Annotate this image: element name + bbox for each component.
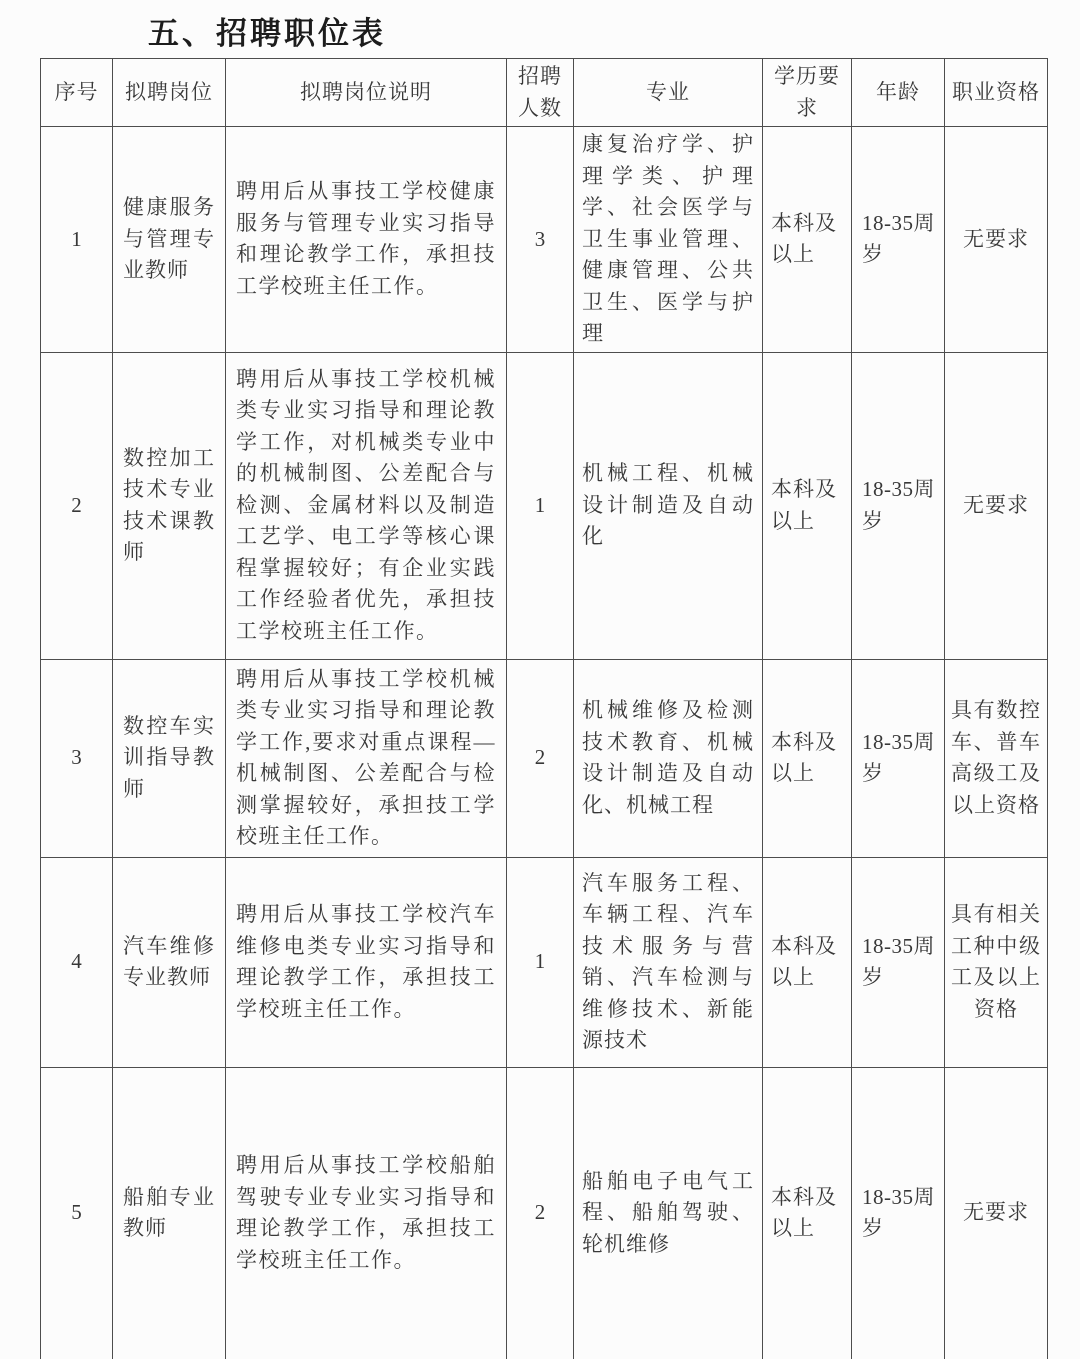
cell-major: 汽车服务工程、车辆工程、汽车技术服务与营销、汽车检测与维修技术、新能源技术 [574,857,763,1067]
table-row [41,857,1048,1067]
cell-count: 1 [507,857,574,1067]
cell-qualification: 无要求 [945,352,1048,659]
table-row [41,659,1048,857]
cell-position: 汽车维修专业教师 [113,857,226,1067]
header-cell-major: 专业 [574,59,763,127]
cell-age: 18-35周岁 [852,127,945,353]
cell-qualification: 具有数控车、普车高级工及以上资格 [945,659,1048,857]
cell-count: 1 [507,352,574,659]
header-cell-education: 学历要求 [763,59,852,127]
cell-major: 康复治疗学、护理学类、护理学、社会医学与卫生事业管理、健康管理、公共卫生、医学与护理 [574,127,763,353]
cell-age: 18-35周岁 [852,1067,945,1359]
cell-education: 本科及以上 [763,1067,852,1359]
cell-description: 聘用后从事技工学校机械类专业实习指导和理论教学工作，对机械类专业中的机械制图、公差配合与检测、金属材料以及制造工艺学、电工学等核心课程掌握较好；有企业实践工作经验者优先，承担技工学校班主任工作。 [226,352,507,659]
header-cell-no: 序号 [41,59,113,127]
cell-count: 3 [507,127,574,353]
page-title: 五、招聘职位表 [148,16,386,51]
cell-major: 船舶电子电气工程、船舶驾驶、轮机维修 [574,1067,763,1359]
cell-description: 聘用后从事技工学校汽车维修电类专业实习指导和理论教学工作，承担技工学校班主任工作。 [226,857,507,1067]
cell-major: 机械维修及检测技术教育、机械设计制造及自动化、机械工程 [574,659,763,857]
cell-qualification: 无要求 [945,127,1048,353]
table-row [41,1067,1048,1359]
cell-count: 2 [507,1067,574,1359]
cell-position: 船舶专业教师 [113,1067,226,1359]
table-row [41,127,1048,353]
cell-position: 数控车实训指导教师 [113,659,226,857]
cell-no: 4 [41,857,113,1067]
cell-count: 2 [507,659,574,857]
cell-no: 5 [41,1067,113,1359]
cell-description: 聘用后从事技工学校船舶驾驶专业专业实习指导和理论教学工作，承担技工学校班主任工作。 [226,1067,507,1359]
cell-position: 健康服务与管理专业教师 [113,127,226,353]
cell-description: 聘用后从事技工学校机械类专业实习指导和理论教学工作,要求对重点课程—机械制图、公差配合与检测掌握较好，承担技工学校班主任工作。 [226,659,507,857]
header-cell-description: 拟聘岗位说明 [226,59,507,127]
recruitment-table [40,58,1048,1359]
cell-education: 本科及以上 [763,857,852,1067]
table-row [41,352,1048,659]
cell-education: 本科及以上 [763,352,852,659]
cell-education: 本科及以上 [763,659,852,857]
cell-age: 18-35周岁 [852,857,945,1067]
cell-age: 18-35周岁 [852,352,945,659]
header-cell-count: 招聘人数 [507,59,574,127]
cell-education: 本科及以上 [763,127,852,353]
cell-major: 机械工程、机械设计制造及自动化 [574,352,763,659]
cell-qualification: 无要求 [945,1067,1048,1359]
cell-position: 数控加工技术专业技术课教师 [113,352,226,659]
cell-no: 3 [41,659,113,857]
cell-qualification: 具有相关工种中级工及以上资格 [945,857,1048,1067]
header-cell-qualification: 职业资格 [945,59,1048,127]
cell-no: 2 [41,352,113,659]
table-header-row [41,59,1048,127]
cell-description: 聘用后从事技工学校健康服务与管理专业实习指导和理论教学工作，承担技工学校班主任工作。 [226,127,507,353]
header-cell-position: 拟聘岗位 [113,59,226,127]
cell-age: 18-35周岁 [852,659,945,857]
header-cell-age: 年龄 [852,59,945,127]
cell-no: 1 [41,127,113,353]
